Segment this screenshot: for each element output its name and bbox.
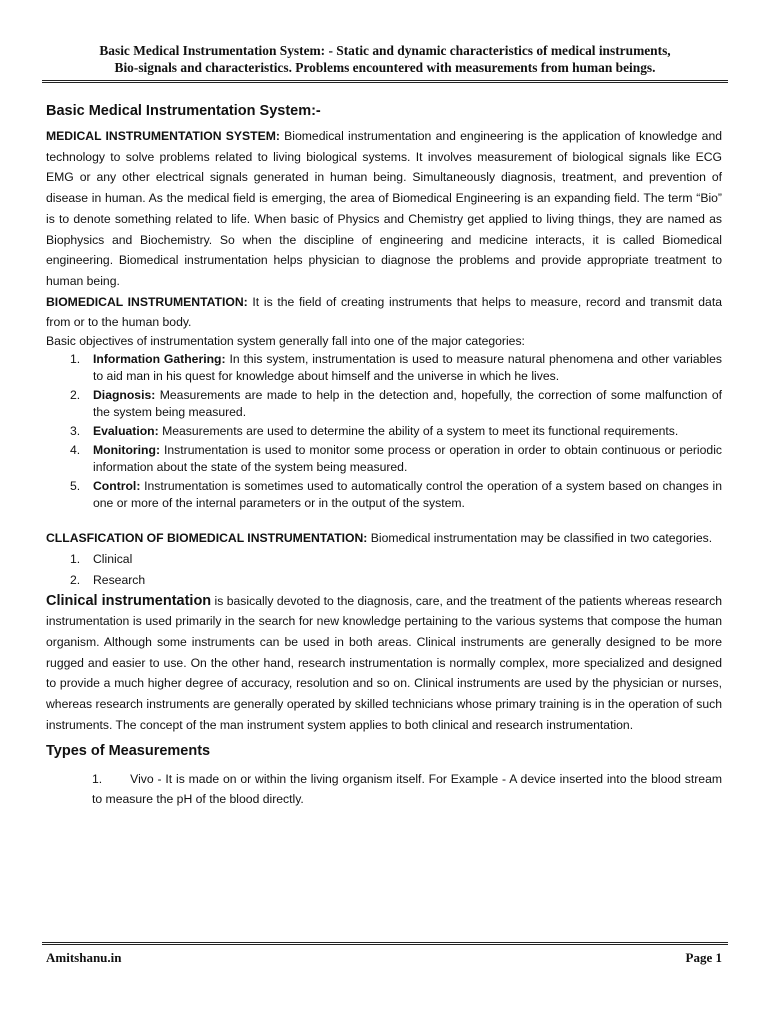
paragraph-medical-instrumentation-system: [46, 126, 722, 292]
term-label: Clinical instrumentation: [46, 592, 212, 609]
paragraph-classification: [46, 528, 722, 549]
paragraph-text: is basically devoted to the diagnosis, care, and the treatment of the patients whereas research instrumentation is used primarily in the search for new knowledge pertaining to the various systems that compose the human organism. Although some instruments can be used in both areas. Clinical instruments are generally designed to be more rugged and easier to use. On the other hand, research instrumentation is normally complex, more specialized and designed to provide a much higher degree of accuracy, resolution and so on. Clinical instruments are used by the physician or nurses, whereas research instruments are generally operated by skilled technicians whose primary training is in the operation of such instruments. The concept of the man instrument system applies to both clinical and research instrumentation.: [46, 593, 722, 732]
item-text: Measurements are used to determine the ability of a system to meet its functional requirements.: [158, 424, 679, 438]
page-header: [40, 42, 730, 76]
list-number: 5.: [70, 478, 81, 493]
objectives-list: [46, 351, 722, 513]
footer-page-number: Page 1: [685, 950, 722, 965]
item-text: Clinical: [93, 551, 133, 566]
footer-site: Amitshanu.in: [46, 950, 122, 965]
list-number: 2.: [70, 572, 81, 587]
page-content: [46, 102, 722, 809]
list-item: [46, 442, 722, 477]
paragraph-vivo: [46, 769, 722, 809]
paragraph-objectives-intro: Basic objectives of instrumentation system generally fall into one of the major categories:: [46, 334, 525, 349]
footer-divider: [42, 942, 728, 945]
list-item: [46, 549, 722, 570]
paragraph-clinical-instrumentation: [46, 591, 722, 736]
list-number: 3.: [70, 424, 81, 438]
item-text: Research: [93, 572, 146, 587]
item-label: Evaluation:: [93, 424, 159, 438]
item-label: Monitoring:: [93, 442, 161, 457]
header-line-2: Bio-signals and characteristics. Problems encountered with measurements from human beings.: [114, 60, 656, 75]
item-text: Measurements are made to help in the detection and, hopefully, the correction of some malfunction of the system being measured.: [93, 387, 722, 420]
term-label: BIOMEDICAL INSTRUMENTATION:: [46, 294, 248, 309]
list-item: [46, 478, 722, 513]
list-number: 1.: [92, 771, 103, 786]
item-text: Instrumentation is used to monitor some process or operation in order to obtain continuous or periodic information about the state of the system being measured.: [93, 442, 722, 475]
list-item: [46, 387, 722, 422]
header-line-1: Basic Medical Instrumentation System: - Static and dynamic characteristics of medical instruments,: [99, 43, 671, 58]
paragraph-text: Biomedical instrumentation and engineering is the application of knowledge and technology to solve problems related to living biological systems. It involves measurement of biological signals like ECG EMG or any other electrical signals generated in human being. Simultaneously diagnosis, treatment, and prevention of disease in human. As the medical field is emerging, the area of Biomedical Engineering is an expanding field. The term “Bio” is to denote something related to life. When basic of Physics and Chemistry get applied to living things, they are named as Biophysics and Biochemistry. So when the discipline of engineering and medicine interacts, it is called Biomedical engineering. Biomedical instrumentation helps physician to diagnose the problems and provide appropriate treatment to human being.: [46, 129, 723, 288]
list-item: [46, 570, 722, 591]
list-item: [46, 351, 722, 386]
classification-list: [46, 549, 722, 591]
item-label: Control:: [93, 478, 141, 493]
section-heading-basic: Basic Medical Instrumentation System:-: [46, 103, 321, 119]
header-divider: [42, 80, 728, 83]
paragraph-biomedical-instrumentation: [46, 292, 722, 333]
paragraph-text: It is the field of creating instruments that helps to measure, record and transmit data from or to the human body.: [46, 294, 722, 330]
item-text: Instrumentation is sometimes used to automatically control the operation of a system based on changes in one or more of the internal parameters or in the output of the system.: [93, 478, 722, 511]
item-label: Diagnosis:: [93, 387, 156, 402]
item-text: Vivo - It is made on or within the living organism itself. For Example - A device inserted into the blood stream to measure the pH of the blood directly.: [92, 771, 722, 806]
section-heading-types: Types of Measurements: [46, 742, 211, 759]
list-number: 4.: [70, 442, 81, 457]
list-item: [46, 423, 722, 441]
item-label: Information Gathering:: [93, 351, 226, 366]
term-label: MEDICAL INSTRUMENTATION SYSTEM:: [46, 129, 280, 143]
term-label: CLLASFICATION OF BIOMEDICAL INSTRUMENTATION:: [46, 530, 368, 545]
list-number: 1.: [70, 351, 81, 366]
paragraph-text: Biomedical instrumentation may be classified in two categories.: [367, 530, 713, 545]
item-text: In this system, instrumentation is used to measure natural phenomena and other variables to aid man in his quest for knowledge about himself and the universe in which he lives.: [93, 351, 722, 384]
list-number: 2.: [70, 387, 81, 402]
list-number: 1.: [70, 551, 81, 566]
